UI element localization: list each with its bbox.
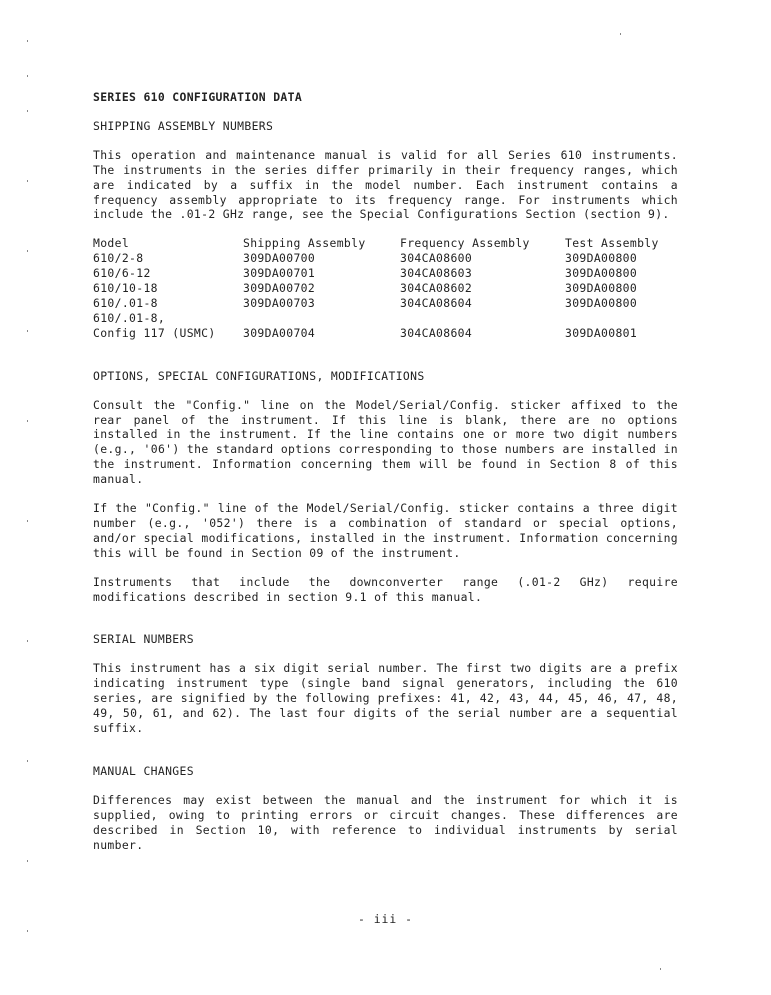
frequency-cell: 304CA08604 [400, 295, 473, 310]
table-row [93, 296, 659, 311]
shipping-cell: 309DA00702 [243, 281, 316, 296]
model-cell: 610/.01-8, Config 117 (USMC) [93, 310, 216, 340]
shipping-heading: SHIPPING ASSEMBLY NUMBERS [93, 118, 274, 133]
frequency-cell: 304CA08600 [400, 251, 473, 266]
table-row [93, 281, 659, 296]
test-cell: 309DA00800 [565, 281, 638, 296]
table-row [93, 266, 659, 281]
frequency-cell: 304CA08604 [400, 325, 473, 340]
changes-heading: MANUAL CHANGES [93, 763, 194, 778]
frequency-cell: 304CA08602 [400, 281, 473, 296]
page-number: - iii - [357, 912, 413, 926]
column-header-test: Test Assembly [565, 236, 659, 251]
model-cell: 610/.01-8 [93, 295, 158, 310]
test-cell: 309DA00800 [565, 266, 638, 281]
table-row [93, 251, 659, 266]
test-cell: 309DA00801 [565, 325, 638, 340]
frequency-cell: 304CA08603 [400, 266, 473, 281]
options-paragraph-1: Consult the "Config." line on the Model/Serial/Config. sticker affixed to the rear panel of the instrument. If this line is blank, there are no options installed in the instrument. If the line contains one or more two digit numbers (e.g., '06') the standard options corresponding to those numbers are installed in the instrument. Information concerning them will be found in Section 8 of this manual. [93, 397, 678, 487]
model-cell: 610/6-12 [93, 266, 151, 281]
column-header-shipping: Shipping Assembly [243, 236, 366, 251]
scan-speck [27, 75, 28, 77]
scan-speck [27, 40, 28, 42]
shipping-cell: 309DA00701 [243, 266, 316, 281]
scan-speck [27, 420, 28, 422]
serial-paragraph: This instrument has a six digit serial number. The first two digits are a prefix indicating instrument type (single band signal generators, including the 610 series, are signified by the following prefixes: 41, 42, 43, 44, 45, 46, 47, 48, 49, 50, 61, and 62). The last four digits of the serial number are a sequential suffix. [93, 661, 678, 735]
scan-speck [27, 640, 28, 642]
assembly-table [93, 236, 659, 340]
serial-heading: SERIAL NUMBERS [93, 632, 194, 647]
options-heading: OPTIONS, SPECIAL CONFIGURATIONS, MODIFICATIONS [93, 368, 425, 383]
scan-speck [27, 930, 28, 932]
shipping-cell: 309DA00703 [243, 295, 316, 310]
scan-speck [27, 860, 28, 862]
scan-speck [27, 520, 28, 522]
model-cell: 610/10-18 [93, 281, 158, 296]
scan-speck [27, 110, 28, 112]
shipping-paragraph: This operation and maintenance manual is valid for all Series 610 instruments. The instruments in the series differ primarily in their frequency ranges, which are indicated by a suffix in the model number. Each instrument contains a frequency assembly appropriate to its frequency range. For instruments which include the .01-2 GHz range, see the Special Configurations Section (section 9). [93, 147, 678, 222]
changes-paragraph: Differences may exist between the manual and the instrument for which it is supplied, owing to printing errors or circuit changes. These differences are described in Section 10, with reference to individual instruments by serial number. [93, 792, 678, 852]
scan-speck [27, 250, 28, 252]
model-cell: 610/2-8 [93, 251, 144, 266]
test-cell: 309DA00800 [565, 251, 638, 266]
shipping-cell: 309DA00704 [243, 325, 316, 340]
column-header-model: Model [93, 236, 130, 251]
assembly-table-header [93, 236, 659, 251]
scan-speck [660, 968, 661, 970]
options-paragraph-3: Instruments that include the downconverter range (.01-2 GHz) require modifications described in section 9.1 of this manual. [93, 574, 678, 604]
document-page [93, 90, 678, 866]
shipping-cell: 309DA00700 [243, 251, 316, 266]
options-paragraph-2: If the "Config." line of the Model/Serial/Config. sticker contains a three digit number (e.g., '052') there is a combination of standard or special options, and/or special modifications, installed in the instrument. Information concerning this will be found in Section 09 of the instrument. [93, 501, 678, 560]
test-cell: 309DA00800 [565, 295, 638, 310]
document-title: SERIES 610 CONFIGURATION DATA [93, 90, 303, 104]
scan-speck [620, 33, 621, 35]
column-header-frequency: Frequency Assembly [400, 236, 530, 251]
scan-speck [27, 330, 28, 332]
table-row [93, 311, 659, 341]
scan-speck [27, 180, 28, 182]
scan-speck [27, 760, 28, 762]
